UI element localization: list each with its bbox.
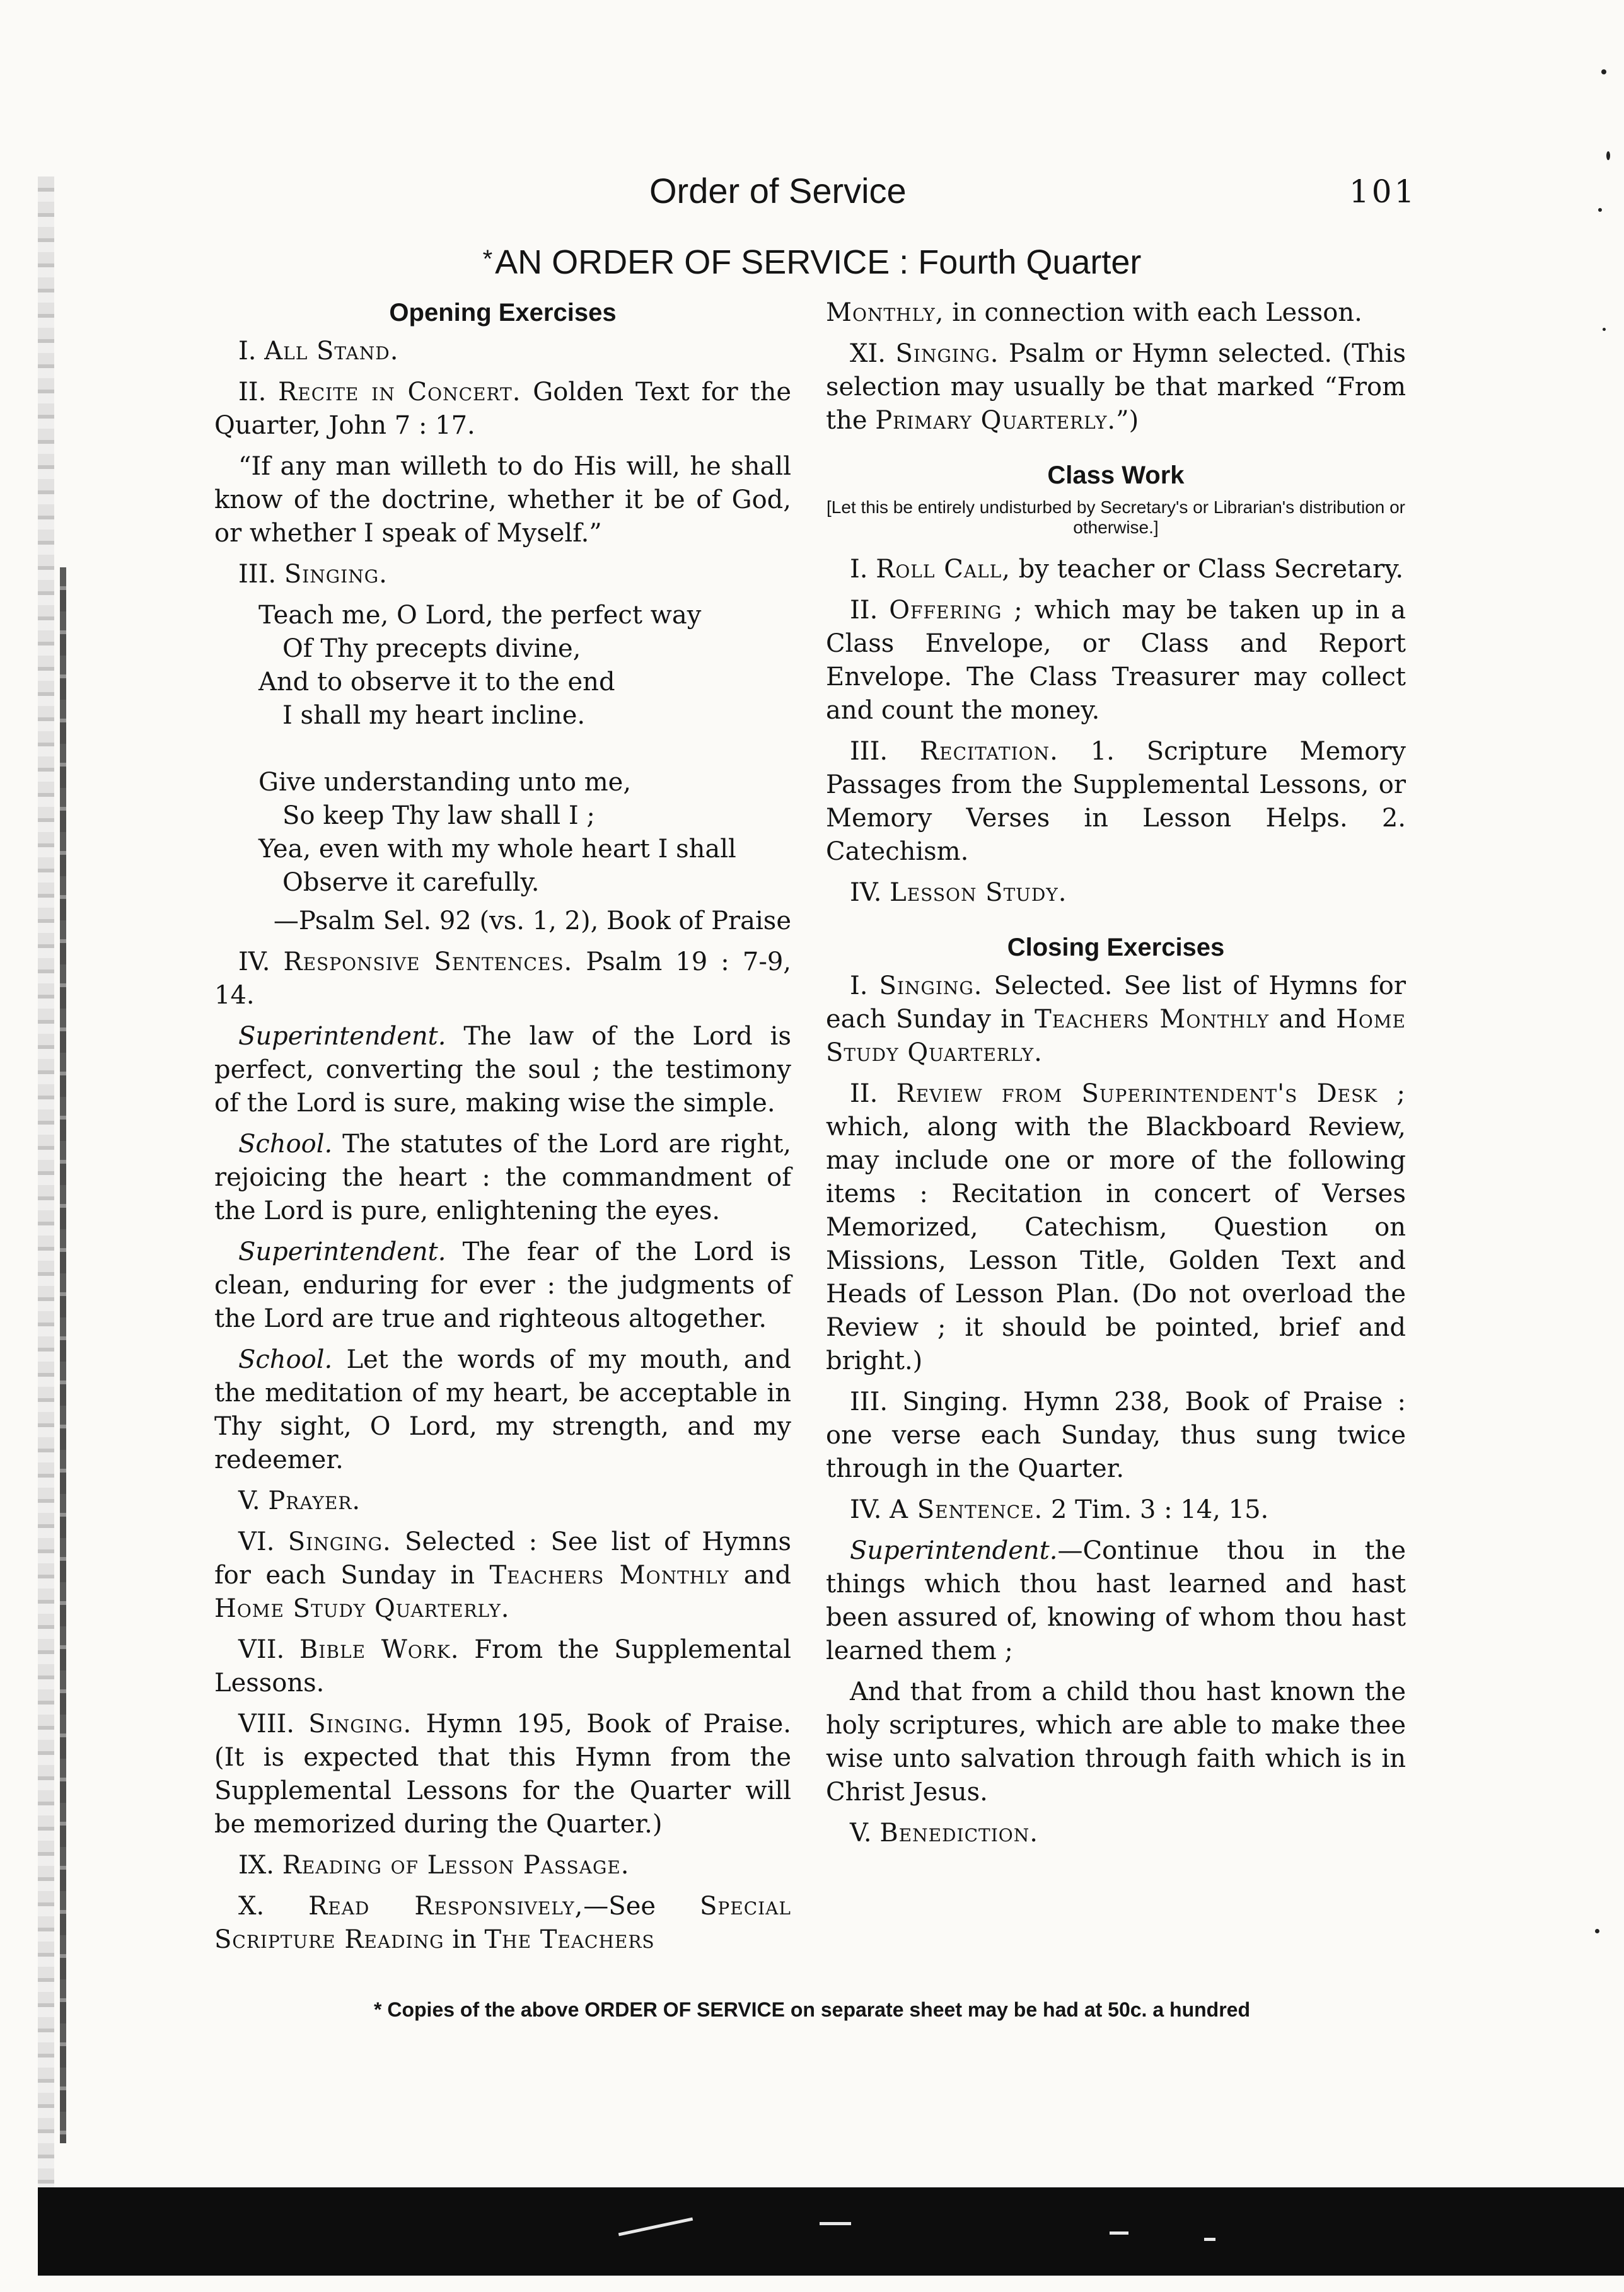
poem-attribution: —Psalm Sel. 92 (vs. 1, 2), Book of Praise <box>273 906 791 935</box>
speck <box>1595 1929 1599 1933</box>
item-closing-hymn: III. Singing. Hymn 238, Book of Praise : one verse each Sunday, thus sung twice through in the Quarter. <box>826 1387 1406 1483</box>
scan-bottom-edge <box>38 2187 1624 2276</box>
item-roll-call: I. Roll Call, by teacher or Class Secretary. <box>850 555 1404 584</box>
item-sentence: IV. A Sentence. 2 Tim. 3 : 14, 15. <box>850 1495 1269 1524</box>
responsive-line: Superintendent. The fear of the Lord is clean, enduring for ever : the judgments of the Lord are true and righteous altogether. <box>214 1237 792 1333</box>
item-singing-viii: VIII. Singing. Hymn 195, Book of Praise. (It is expected that this Hymn from the Supplemental Lessons for the Quarter will be memorized during the Quarter.) <box>214 1710 792 1839</box>
speck <box>1603 328 1606 331</box>
item-lesson-study: IV. Lesson Study. <box>850 878 1067 907</box>
binding-edge <box>60 567 66 2143</box>
poem-line: Of Thy precepts divine, <box>282 634 581 663</box>
poem-line: Teach me, O Lord, the perfect way <box>258 601 702 630</box>
poem-line: Yea, even with my whole heart I shall <box>258 835 736 864</box>
responsive-line: School. Let the words of my mouth, and the meditation of my heart, be acceptable in Thy sight, O Lord, my strength, and my redeemer. <box>214 1345 791 1474</box>
item-benediction: V. Benediction. <box>850 1819 1038 1848</box>
item-recite: II. Recite in Concert. Golden Text for the Quarter, John 7 : 17. <box>214 378 792 440</box>
item-all-stand: I. All Stand. <box>238 337 399 366</box>
item-recitation: III. Recitation. 1. Scripture Memory Passages from the Supplemental Lessons, or Memory Verses in Lesson Helps. 2. Catechism. <box>826 737 1406 866</box>
running-head: Order of Service <box>649 171 907 211</box>
sentence-text: Superintendent.—Continue thou in the things which thou hast learned and hast been assured of, knowing of whom thou hast learned them ; <box>826 1536 1406 1665</box>
item-closing-singing: I. Singing. Selected. See list of Hymns for each Sunday in Teachers Monthly and Home Study Quarterly. <box>826 971 1406 1067</box>
closing-exercises-heading: Closing Exercises <box>1007 934 1225 961</box>
item-read-responsively-cont: Monthly, in connection with each Lesson. <box>826 298 1362 327</box>
item-singing-xi: XI. Singing. Psalm or Hymn selected. (This selection may usually be that marked “From the Primary Quarterly.”) <box>826 339 1406 435</box>
class-work-note: [Let this be entirely undisturbed by Secretary's or Librarian's distribution or otherwise.] <box>826 497 1406 537</box>
poem-line: I shall my heart incline. <box>282 701 586 730</box>
right-column <box>826 296 1406 1858</box>
item-responsive: IV. Responsive Sentences. Psalm 19 : 7-9, 14. <box>214 947 791 1010</box>
poem-line: So keep Thy law shall I ; <box>282 801 595 830</box>
responsive-line: Superintendent. The law of the Lord is perfect, converting the soul ; the testimony of the Lord is sure, making wise the simple. <box>214 1022 792 1118</box>
footnote: * Copies of the above ORDER OF SERVICE on separate sheet may be had at 50c. a hundred <box>374 1998 1250 2021</box>
poem-line: And to observe it to the end <box>258 668 615 697</box>
item-reading: IX. Reading of Lesson Passage. <box>238 1851 630 1880</box>
item-singing-iii: III. Singing. <box>238 560 388 589</box>
psalm-poem <box>258 599 791 900</box>
page-title-text: AN ORDER OF SERVICE : Fourth Quarter <box>495 243 1142 281</box>
page-title: *AN ORDER OF SERVICE : Fourth Quarter <box>482 243 1142 281</box>
speck <box>1601 69 1606 74</box>
golden-text-quote: “If any man willeth to do His will, he shall know of the doctrine, whether it be of God, or whether I speak of Myself.” <box>214 452 791 548</box>
poem-line: Give understanding unto me, <box>258 768 632 797</box>
poem-line: Observe it carefully. <box>282 868 540 897</box>
responsive-line: School. The statutes of the Lord are right, rejoicing the heart : the commandment of the Lord is pure, enlightening the eyes. <box>214 1130 792 1225</box>
item-read-responsively: X. Read Responsively,—See Special Scripture Reading in The Teachers <box>214 1892 791 1954</box>
item-offering: II. Offering ; which may be taken up in a Class Envelope, or Class and Report Envelope. The Class Treasurer may collect and count the money. <box>826 596 1406 725</box>
class-work-heading: Class Work <box>1047 461 1185 489</box>
speck <box>1606 151 1610 160</box>
item-singing-vi: VI. Singing. Selected : See list of Hymns for each Sunday in Teachers Monthly and Home Study Quarterly. <box>214 1527 791 1623</box>
left-column <box>214 296 791 1964</box>
speck <box>1598 208 1602 212</box>
sentence-text-2: And that from a child thou hast known the holy scriptures, which are able to make thee wise unto salvation through faith which is in Christ Jesus. <box>826 1677 1406 1807</box>
opening-exercises-heading: Opening Exercises <box>389 299 617 327</box>
item-review: II. Review from Superintendent's Desk ; which, along with the Blackboard Review, may include one or more of the following items : Recitation in concert of Verses Memorized, Catechism, Question on Missions, Lesson Title, Golden Text and Heads of Lesson Plan. (Do not overload the Review ; it should be pointed, brief and bright.) <box>826 1079 1406 1375</box>
binding-shadow <box>38 177 54 2194</box>
page-number: 101 <box>1349 173 1417 210</box>
item-prayer: V. Prayer. <box>238 1486 361 1515</box>
item-bible-work: VII. Bible Work. From the Supplemental Lessons. <box>214 1635 792 1698</box>
